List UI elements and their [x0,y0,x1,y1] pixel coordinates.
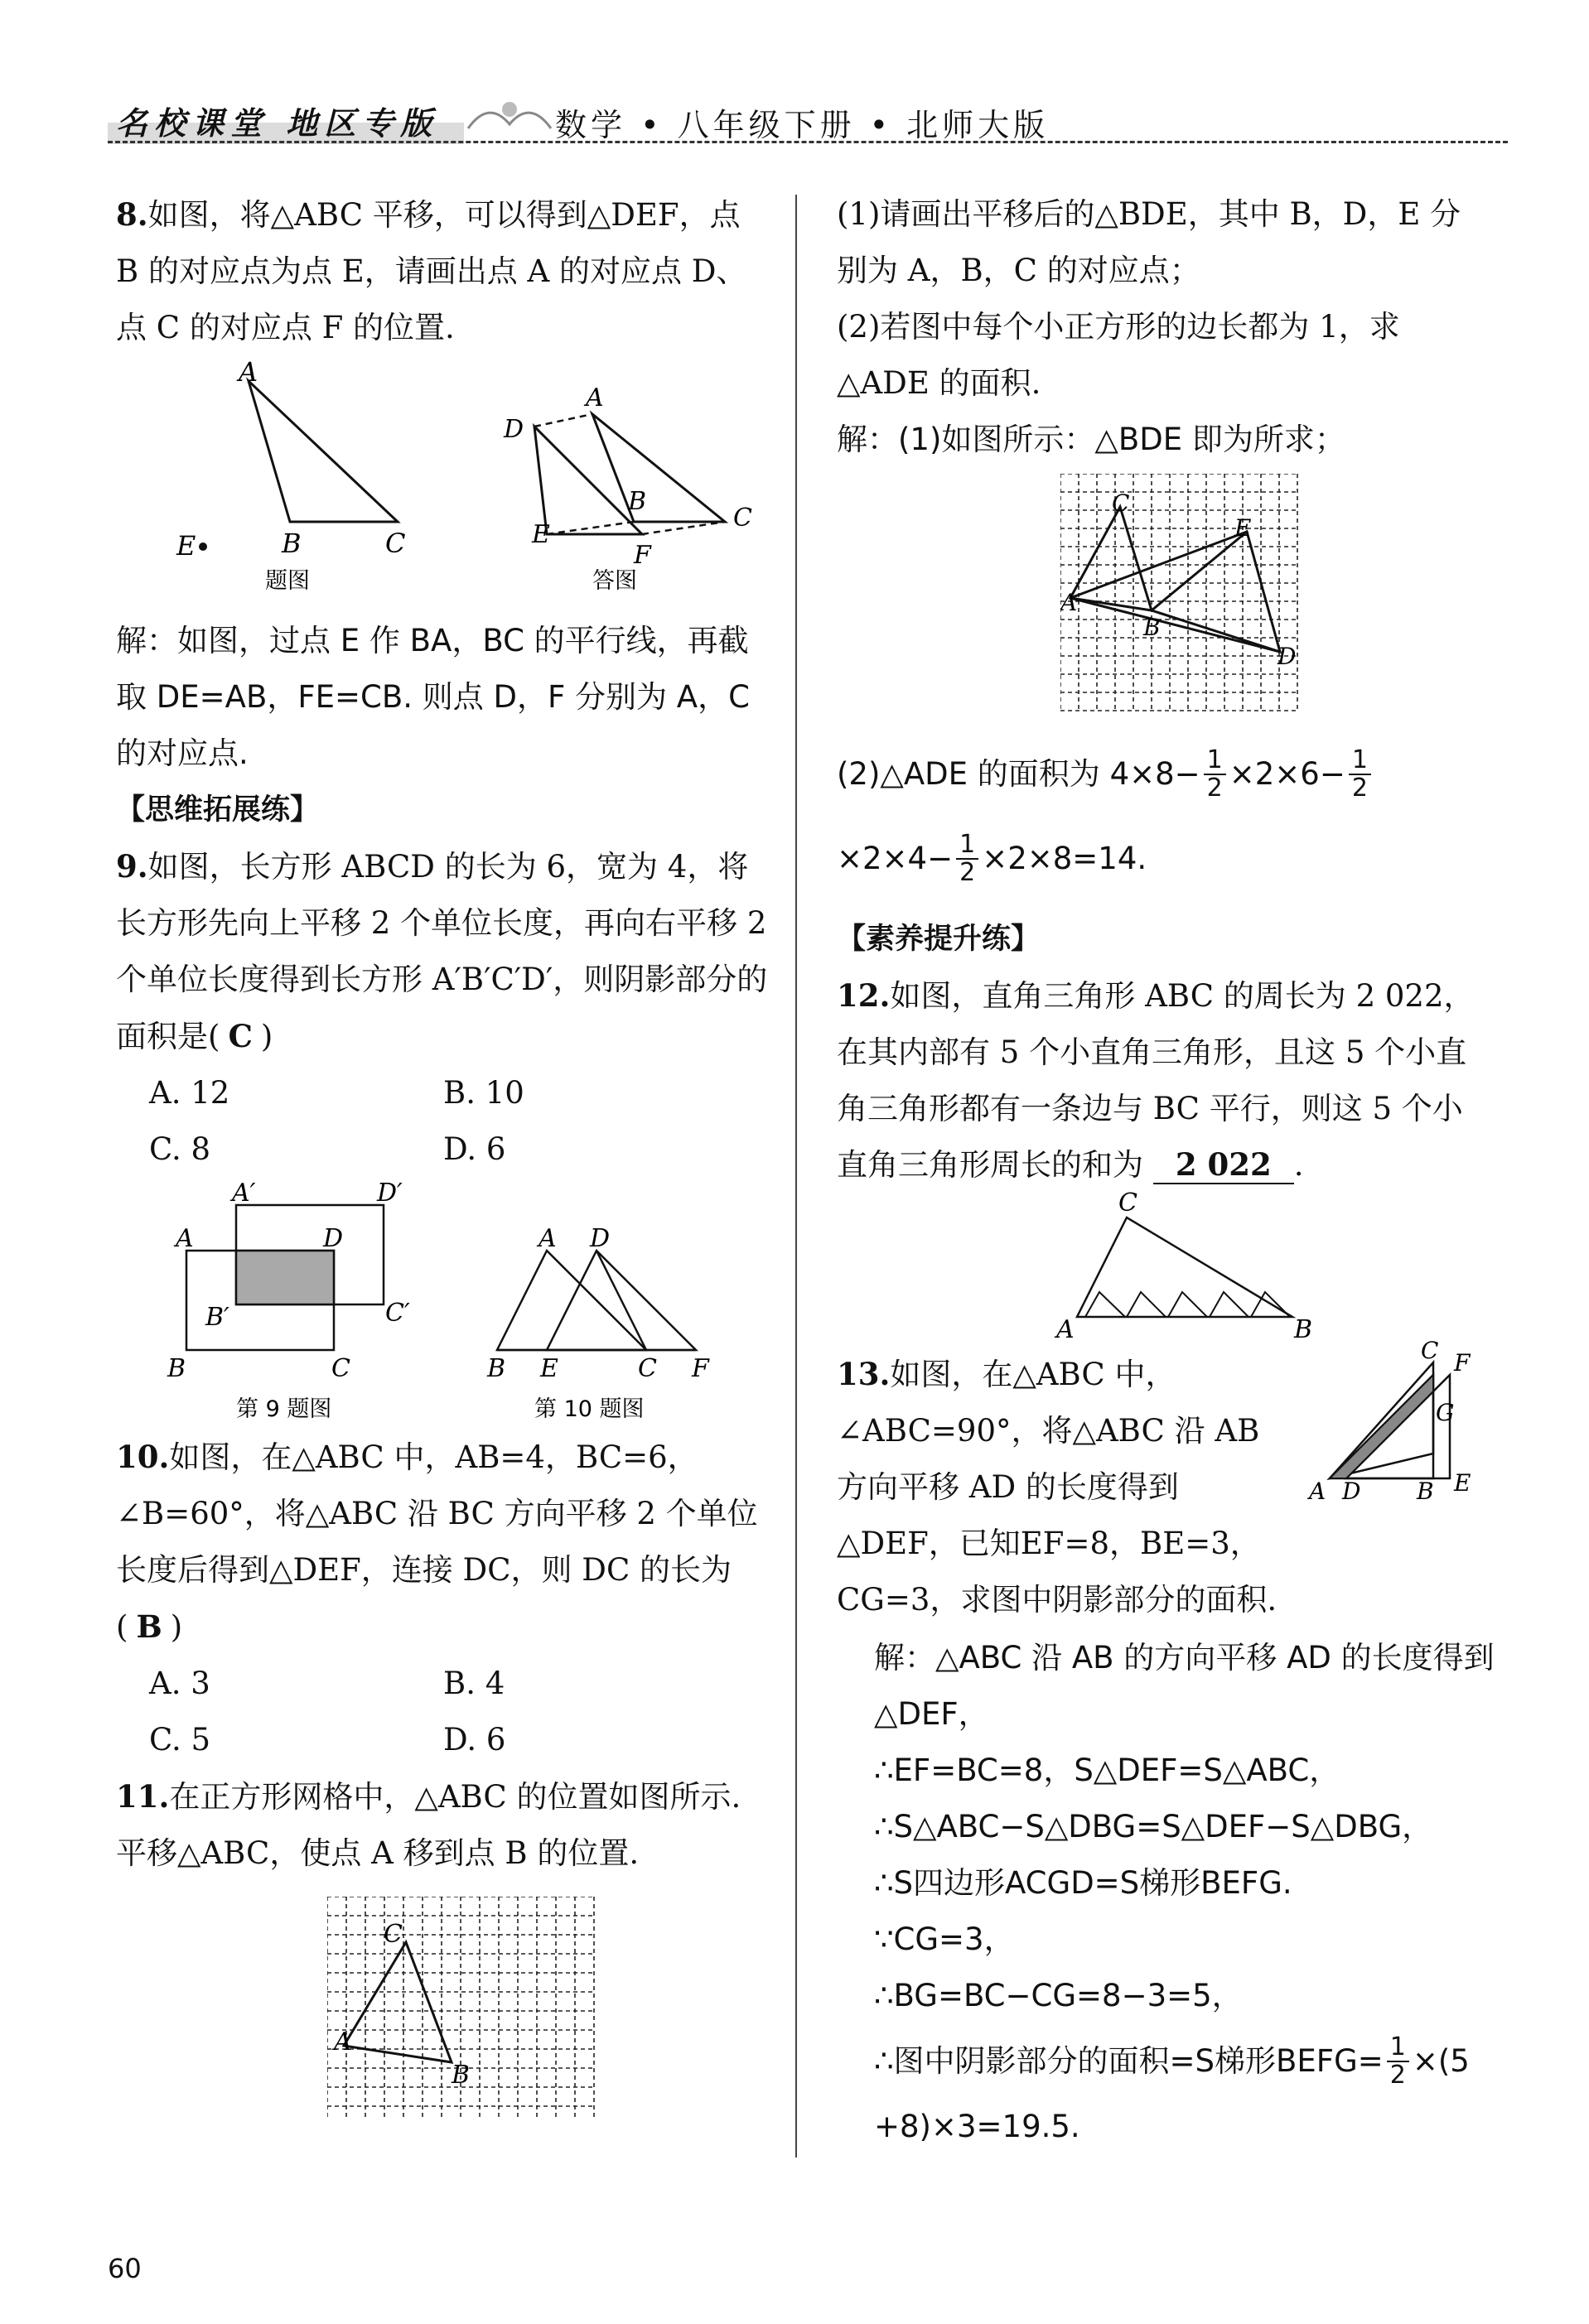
q13-sol-2: ∴S△ABC−S△DBG=S△DEF−S△DBG， [874,1809,1433,1844]
q13-sol-0: 解：△ABC 沿 AB 的方向平移 AD 的长度得到△DEF， [874,1640,1495,1732]
q9-figure [167,1179,410,1422]
q11-answer-grid [1060,474,1309,714]
svg-text:D: D [504,415,524,444]
q11-part2: (2)若图中每个小正方形的边长都为 1，求△ADE 的面积. [837,309,1400,401]
question-10: 10.如图，在△ABC 中，AB=4，BC=6，∠B=60°，将△ABC 沿 BC 方向平移 2 个单位长度后得到△DEF，连接 DC，则 DC 的长为( B ) [116,1439,758,1645]
column-divider [795,195,797,2158]
svg-text:B: B [167,1354,186,1383]
svg-text:D: D [1277,643,1297,670]
question-12: 12.如图，直角三角形 ABC 的周长为 2 022，在其内部有 5 个小直角三角形，且这 5 个小直角三角形都有一条边与 BC 平行，则这 5 个小直角三角形周长的和为 2 022 . [837,977,1475,1183]
svg-text:A: A [176,1224,194,1253]
svg-text:B′: B′ [205,1303,229,1332]
q13-sol-4: ∵CG=3， [874,1921,1015,1957]
q8-figures [149,356,762,605]
svg-text:A: A [1309,1478,1326,1505]
svg-text:C: C [1421,1338,1439,1364]
series-title: 名校课堂 地区专版 [116,105,439,142]
q8-solution: 解：如图，过点 E 作 BA，BC 的平行线，再截取 DE=AB，FE=CB. 则点 D，F 分别为 A，C 的对应点. [116,623,750,771]
svg-text:A: A [586,383,604,412]
ornament-icon [464,91,555,141]
q9-options: A. 12 B. 10 [149,1075,524,1111]
q13-figure [1305,1338,1512,1512]
q8-fig1-caption: 题图 [265,568,310,594]
question-11: 11.在正方形网格中，△ABC 的位置如图所示. 平移△ABC，使点 A 移到点 B 的位置. [116,1778,741,1871]
q12-answer: 2 022 [1153,1146,1294,1184]
svg-text:A′: A′ [232,1179,256,1208]
svg-text:C′: C′ [385,1299,410,1328]
q10-answer: B [136,1608,162,1645]
left-column [116,186,770,356]
svg-text:B: B [1294,1315,1313,1342]
svg-text:A: A [334,2027,352,2056]
svg-text:E: E [540,1354,558,1383]
svg-text:C: C [1118,1189,1137,1217]
q11-part1: (1)请画出平移后的△BDE，其中 B，D，E 分别为 A，B，C 的对应点； [837,196,1461,288]
svg-text:B: B [1417,1478,1434,1505]
svg-text:E: E [1234,514,1252,542]
q10-fig-caption: 第 10 题图 [534,1396,645,1422]
q13-sol-5: ∴BG=BC−CG=8−3=5， [874,1978,1243,2013]
svg-text:A: A [239,356,258,388]
q13-sol-end: +8)×3=19.5. [874,2109,1080,2144]
svg-text:B: B [487,1354,506,1383]
book-title: 数学 • 八年级下册 • 北师大版 [555,107,1050,143]
svg-text:G: G [1436,1399,1455,1426]
header-divider [108,141,1508,143]
q11-solution-2: (2)△ADE 的面积为 4×8− $\frac{1}{2}$ ×2×6− $\frac{1}{2}$ [837,741,1500,808]
svg-text:A: A [539,1224,557,1253]
q8-answer-figure [503,383,752,594]
svg-text:B: B [628,487,647,516]
q9-q10-figures-clean [157,1168,770,1425]
q12-figure [1052,1184,1334,1342]
svg-text:C: C [384,1920,403,1949]
fraction: $\frac{1}{2}$ [956,832,978,886]
q9-answer: C [228,1018,253,1054]
question-13: 13.如图，在△ABC 中，∠ABC=90°，将△ABC 沿 AB 方向平移 AD 的长度得到△DEF，已知EF=8，BE=3，CG=3，求图中阴影部分的面积. [837,1356,1277,1618]
svg-text:A: A [1056,1315,1075,1342]
svg-text:D: D [1342,1478,1361,1505]
svg-text:F: F [1454,1349,1471,1377]
svg-text:B: B [452,2061,471,2090]
svg-text:C: C [331,1354,350,1383]
q8-fig2-caption: 答图 [592,568,637,594]
svg-text:E: E [176,530,196,562]
svg-text:E: E [532,520,550,549]
q11-solution-1: 解：(1)如图所示：△BDE 即为所求； [837,422,1345,457]
fraction: $\frac{1}{2}$ [1387,2034,1409,2089]
svg-text:C: C [1112,489,1130,517]
section-thinking: 【思维拓展练】 [116,793,320,827]
svg-text:D′: D′ [377,1179,403,1208]
svg-text:A: A [1060,589,1078,616]
svg-text:B: B [282,528,302,559]
section-literacy: 【素养提升练】 [837,923,1041,956]
q11-grid-figure [327,1897,609,2129]
question-9: 9.如图，长方形 ABCD 的长为 6，宽为 4，将长方形先向上平移 2 个单位长度，再向右平移 2 个单位长度得到长方形 A′B′C′D′，则阴影部分的面积是( C ) [116,848,768,1054]
svg-text:D: D [323,1224,344,1253]
q8-problem-figure [176,356,405,594]
fraction: $\frac{1}{2}$ [1349,747,1371,802]
q10-figure [486,1224,710,1422]
svg-text:D: D [590,1224,611,1253]
q10-options: A. 3 B. 4 [149,1666,505,1701]
svg-text:F: F [692,1354,709,1383]
q13-sol-1: ∴EF=BC=8，S△DEF=S△ABC， [874,1753,1340,1788]
svg-text:E: E [1454,1469,1471,1497]
svg-text:C: C [733,504,752,533]
q13-sol-last: ∴图中阴影部分的面积=S梯形BEFG= $\frac{1}{2}$ ×(5 [874,2032,1470,2090]
svg-text:C: C [385,528,406,559]
svg-text:C: C [638,1354,657,1383]
svg-text:F: F [634,541,651,570]
q9-fig-caption: 第 9 题图 [236,1396,332,1422]
page-number: 60 [108,2253,142,2284]
fraction: $\frac{1}{2}$ [1204,747,1226,802]
q13-sol-3: ∴S四边形ACGD=S梯形BEFG. [874,1865,1292,1901]
svg-text:B: B [1143,614,1161,641]
question-8: 8.如图，将△ABC 平移，可以得到△DEF，点 B 的对应点为点 E，请画出点 A 的对应点 D、点 C 的对应点 F 的位置. [116,196,747,345]
